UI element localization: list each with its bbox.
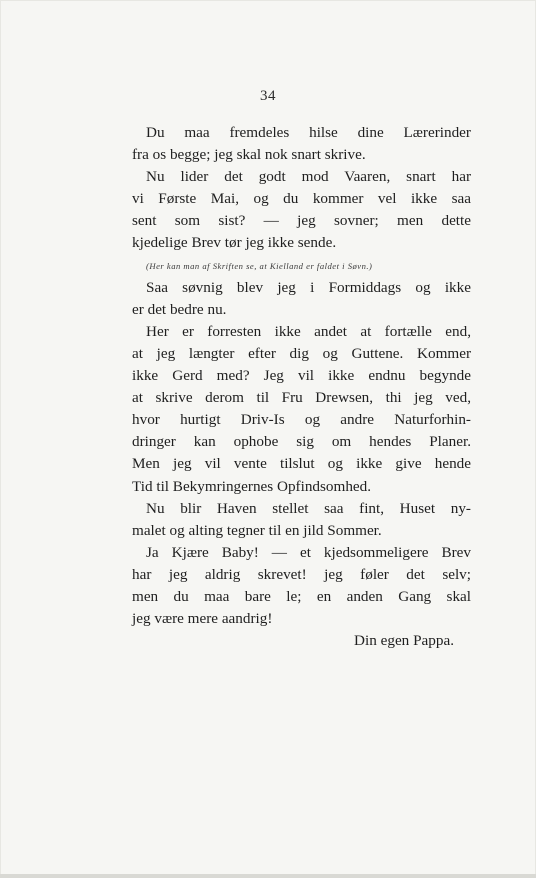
- text-line: fra os begge; jeg skal nok snart skrive.: [132, 146, 366, 164]
- text-line: Her er forresten ikke andet at fortælle end,: [146, 322, 471, 340]
- text-line: dringer kan ophobe sig om hendes Planer.: [132, 433, 471, 451]
- page-bottom-edge: [0, 874, 536, 878]
- page-number: 34: [260, 88, 276, 104]
- text-line: Du maa fremdeles hilse dine Lærerinder: [146, 124, 471, 141]
- text-line: ikke Gerd med? Jeg vil ikke endnu begynde: [132, 367, 471, 385]
- text-line: jeg være mere aandrig!: [132, 610, 273, 628]
- text-line: Men jeg vil vente tilslut og ikke give hende: [132, 455, 471, 473]
- letter-text: [132, 122, 471, 652]
- text-line: Nu blir Haven stellet saa fint, Huset ny-: [146, 499, 471, 517]
- text-line: men du maa bare le; en anden Gang skal: [132, 587, 471, 605]
- text-line: hvor hurtigt Driv-Is og andre Naturforhin-: [132, 411, 471, 429]
- signature: Din egen Pappa.: [354, 632, 454, 650]
- text-line: Ja Kjære Baby! — et kjedsommeligere Brev: [146, 543, 471, 561]
- text-line: vi Første Mai, og du kommer vel ikke saa: [132, 190, 471, 208]
- text-line: kjedelige Brev tør jeg ikke sende.: [132, 234, 337, 252]
- text-line: Nu lider det godt mod Vaaren, snart har: [146, 168, 471, 186]
- text-line: malet og alting tegner til en jild Sommer.: [132, 521, 382, 539]
- editorial-note: (Her kan man af Skriften se, at Kielland er faldet i Søvn.): [146, 260, 373, 271]
- text-line: Tid til Bekymringernes Opfindsomhed.: [132, 477, 372, 495]
- text-line: at jeg længter efter dig og Guttene. Kommer: [132, 344, 471, 362]
- text-line: sent som sist? — jeg sovner; men dette: [132, 212, 471, 230]
- text-line: at skrive derom til Fru Drewsen, thi jeg ved,: [132, 389, 471, 407]
- text-line: har jeg aldrig skrevet! jeg føler det selv;: [132, 565, 471, 583]
- text-line: Saa søvnig blev jeg i Formiddags og ikke: [146, 278, 471, 296]
- text-line: er det bedre nu.: [132, 300, 227, 318]
